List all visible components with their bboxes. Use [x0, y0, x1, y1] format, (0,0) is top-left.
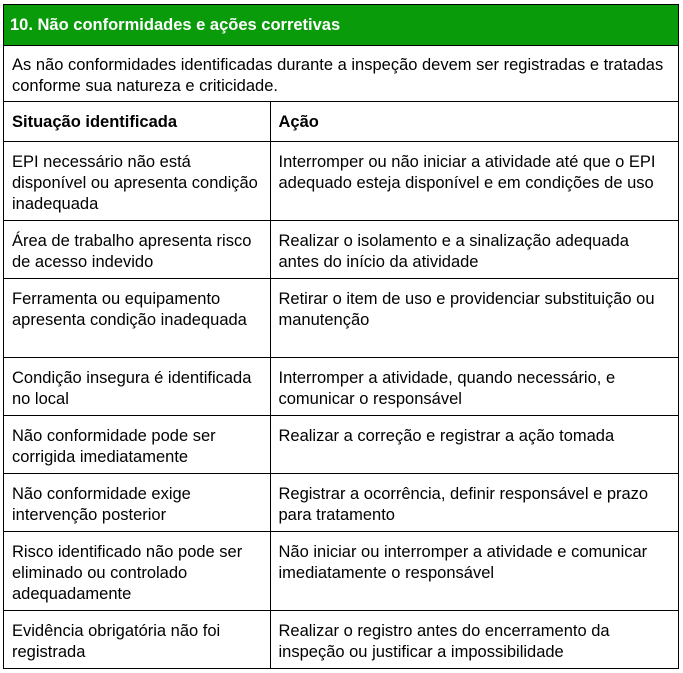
table-row	[4, 141, 678, 220]
situation-cell: Condição insegura é identificada no local	[4, 357, 270, 415]
table-row	[4, 610, 678, 668]
situation-cell: EPI necessário não está disponível ou apresenta condição inadequada	[4, 141, 270, 220]
section-header	[4, 5, 678, 46]
situation-cell: Risco identificado não pode ser eliminado ou controlado adequadamente	[4, 531, 270, 610]
action-cell: Registrar a ocorrência, definir responsável e prazo para tratamento	[270, 473, 678, 531]
section-intro	[4, 46, 678, 102]
action-cell: Não iniciar ou interromper a atividade e comunicar imediatamente o responsável	[270, 531, 678, 610]
column-header-action: Ação	[270, 102, 678, 141]
table-row	[4, 278, 678, 357]
action-cell: Realizar o isolamento e a sinalização adequada antes do início da atividade	[270, 220, 678, 278]
action-cell: Realizar o registro antes do encerramento da inspeção ou justificar a impossibilidade	[270, 610, 678, 668]
action-cell: Retirar o item de uso e providenciar substituição ou manutenção	[270, 278, 678, 357]
table-row	[4, 531, 678, 610]
action-cell: Interromper ou não iniciar a atividade até que o EPI adequado esteja disponível e em condições de uso	[270, 141, 678, 220]
action-cell: Interromper a atividade, quando necessário, e comunicar o responsável	[270, 357, 678, 415]
nonconformity-table	[4, 102, 678, 668]
situation-cell: Não conformidade exige intervenção posterior	[4, 473, 270, 531]
intro-text: As não conformidades identificadas durante a inspeção devem ser registradas e tratadas conforme sua natureza e criticidade.	[12, 56, 664, 95]
table-row	[4, 220, 678, 278]
table-row	[4, 415, 678, 473]
situation-cell: Ferramenta ou equipamento apresenta condição inadequada	[4, 278, 270, 357]
section-frame	[3, 4, 679, 669]
section-title: 10. Não conformidades e ações corretivas	[10, 15, 341, 34]
table-header-row	[4, 102, 678, 141]
situation-cell: Área de trabalho apresenta risco de acesso indevido	[4, 220, 270, 278]
column-header-situation: Situação identificada	[4, 102, 270, 141]
table-row	[4, 473, 678, 531]
table-row	[4, 357, 678, 415]
action-cell: Realizar a correção e registrar a ação tomada	[270, 415, 678, 473]
situation-cell: Evidência obrigatória não foi registrada	[4, 610, 270, 668]
situation-cell: Não conformidade pode ser corrigida imediatamente	[4, 415, 270, 473]
